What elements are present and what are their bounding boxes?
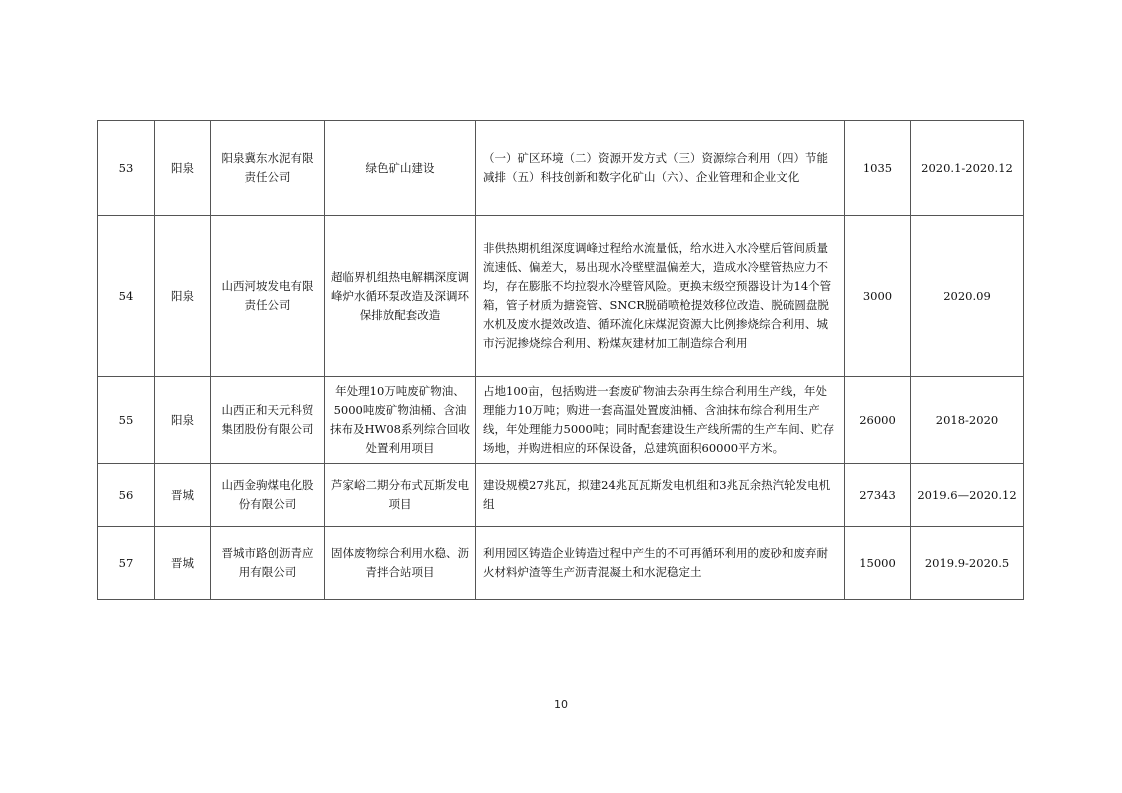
region-cell: 阳泉 [155, 121, 211, 216]
row-number: 54 [98, 216, 155, 377]
page-number: 10 [554, 698, 568, 711]
project-content-cell: 建设规模27兆瓦，拟建24兆瓦瓦斯发电机组和3兆瓦余热汽轮发电机组 [476, 464, 845, 527]
table-row [98, 464, 1024, 527]
project-name-cell: 芦家峪二期分布式瓦斯发电项目 [325, 464, 476, 527]
company-cell: 山西金驹煤电化股份有限公司 [211, 464, 325, 527]
table-row [98, 527, 1024, 600]
project-name-cell: 年处理10万吨废矿物油、5000吨废矿物油桶、含油抹布及HW08系列综合回收处置利用项目 [325, 377, 476, 464]
row-number: 53 [98, 121, 155, 216]
project-content-cell: 占地100亩，包括购进一套废矿物油去杂再生综合利用生产线，年处理能力10万吨；购进一套高温处置废油桶、含油抹布综合利用生产线，年处理能力5000吨；同时配套建设生产线所需的生产车间、贮存场地，并购进相应的环保设备，总建筑面积60000平方米。 [476, 377, 845, 464]
period-cell: 2019.6—2020.12 [911, 464, 1024, 527]
investment-cell: 26000 [845, 377, 911, 464]
company-cell: 山西正和天元科贸集团股份有限公司 [211, 377, 325, 464]
project-name-cell: 固体废物综合利用水稳、沥青拌合站项目 [325, 527, 476, 600]
investment-cell: 27343 [845, 464, 911, 527]
period-cell: 2020.09 [911, 216, 1024, 377]
company-cell: 阳泉冀东水泥有限责任公司 [211, 121, 325, 216]
company-cell: 晋城市路创沥青应用有限公司 [211, 527, 325, 600]
investment-cell: 15000 [845, 527, 911, 600]
investment-cell: 3000 [845, 216, 911, 377]
period-cell: 2018-2020 [911, 377, 1024, 464]
row-number: 56 [98, 464, 155, 527]
period-cell: 2020.1-2020.12 [911, 121, 1024, 216]
investment-cell: 1035 [845, 121, 911, 216]
region-cell: 阳泉 [155, 216, 211, 377]
table-row [98, 216, 1024, 377]
project-content-cell: 非供热期机组深度调峰过程给水流量低，给水进入水冷壁后管间质量流速低、偏差大，易出现水冷壁壁温偏差大，造成水冷壁管热应力不均，存在膨胀不均拉裂水冷壁管风险。更换末级空预器设计为14个管箱，管子材质为搪瓷管、SNCR脱硝喷枪提效移位改造、脱硫圆盘脱水机及废水提效改造、循环流化床煤泥资源大比例掺烧综合利用、城市污泥掺烧综合利用、粉煤灰建材加工制造综合利用 [476, 216, 845, 377]
region-cell: 晋城 [155, 527, 211, 600]
region-cell: 晋城 [155, 464, 211, 527]
table-row [98, 377, 1024, 464]
project-name-cell: 超临界机组热电解耦深度调峰炉水循环泵改造及深调环保排放配套改造 [325, 216, 476, 377]
period-cell: 2019.9-2020.5 [911, 527, 1024, 600]
project-name-cell: 绿色矿山建设 [325, 121, 476, 216]
region-cell: 阳泉 [155, 377, 211, 464]
projects-table [97, 120, 1024, 600]
project-content-cell: 利用园区铸造企业铸造过程中产生的不可再循环利用的废砂和废弃耐火材料炉渣等生产沥青混凝土和水泥稳定土 [476, 527, 845, 600]
row-number: 57 [98, 527, 155, 600]
project-content-cell: （一）矿区环境（二）资源开发方式（三）资源综合利用（四）节能减排（五）科技创新和数字化矿山（六）、企业管理和企业文化 [476, 121, 845, 216]
company-cell: 山西河坡发电有限责任公司 [211, 216, 325, 377]
row-number: 55 [98, 377, 155, 464]
table-row [98, 121, 1024, 216]
